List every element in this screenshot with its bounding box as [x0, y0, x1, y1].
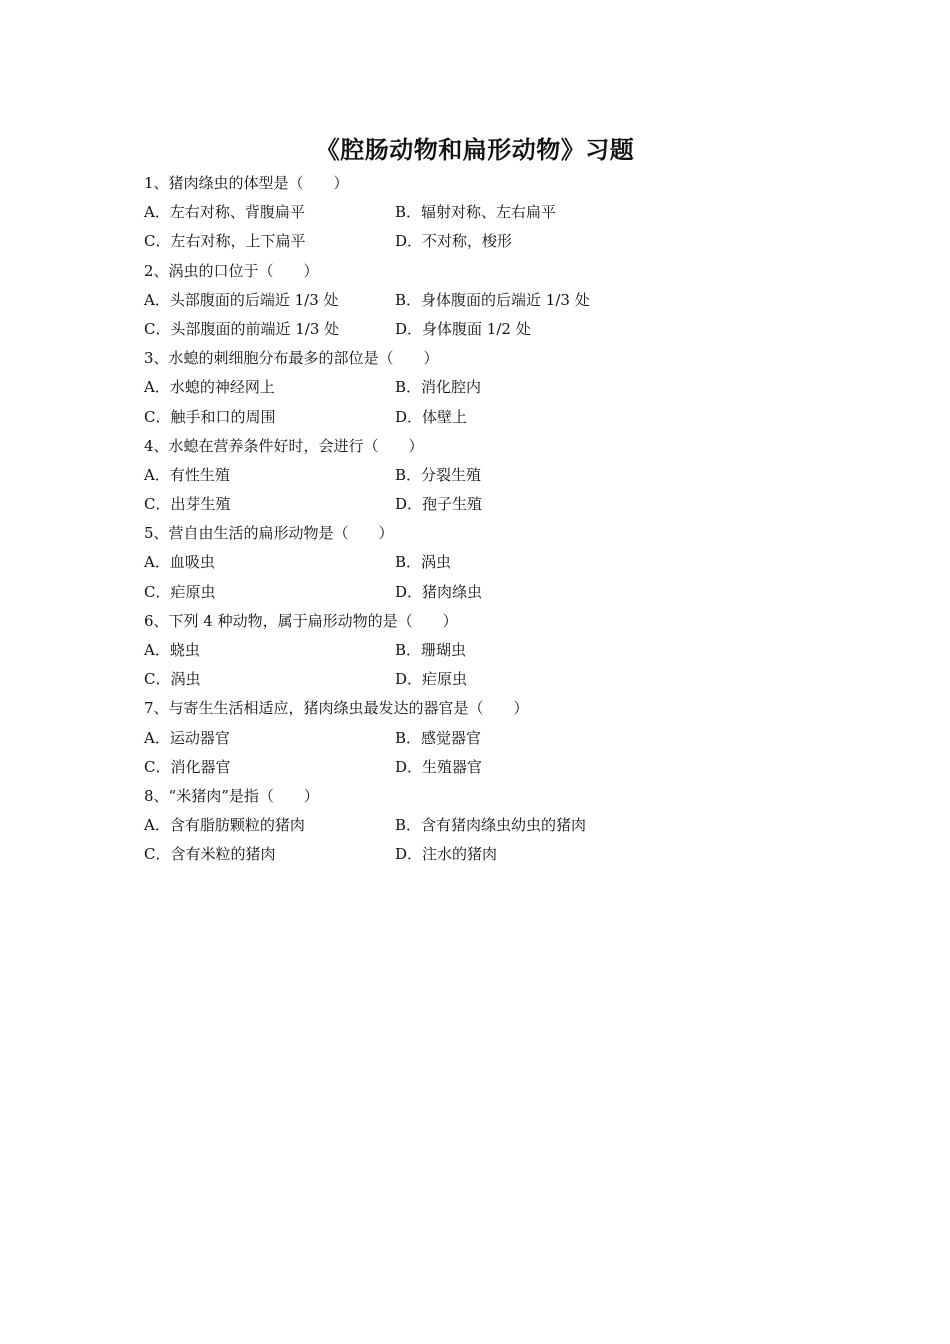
option-a: A．蛲虫 — [144, 641, 200, 659]
question-3 — [144, 344, 844, 432]
option-row — [144, 315, 844, 344]
question-stem: 4、水螅在营养条件好时，会进行（ ） — [144, 436, 424, 455]
option-b: B．分裂生殖 — [395, 465, 482, 484]
question-stem: 1、猪肉绦虫的体型是（ ） — [144, 174, 349, 192]
option-row — [144, 840, 844, 869]
question-stem: 2、涡虫的口位于（ ） — [144, 261, 319, 280]
option-row — [144, 548, 844, 577]
option-a: A．头部腹面的后端近 1/3 处 — [144, 290, 339, 309]
option-a: A．含有脂肪颗粒的猪肉 — [144, 816, 305, 835]
option-b: B．涡虫 — [395, 553, 452, 572]
option-row — [144, 753, 844, 782]
option-row — [144, 198, 844, 227]
question-1 — [144, 169, 844, 257]
question-stem: 3、水螅的刺细胞分布最多的部位是（ ） — [144, 349, 439, 368]
option-row — [144, 724, 844, 753]
option-row — [144, 665, 844, 694]
option-a: A．水螅的神经网上 — [144, 378, 275, 397]
option-d: D．注水的猪肉 — [395, 845, 498, 864]
option-d: D．不对称，梭形 — [395, 232, 513, 251]
option-c: C．触手和口的周围 — [144, 407, 276, 426]
option-c: C．涡虫 — [144, 670, 201, 689]
option-d: D．体壁上 — [395, 407, 468, 426]
option-d: D．疟原虫 — [395, 670, 468, 689]
option-row — [144, 403, 844, 432]
option-row — [144, 461, 844, 490]
option-d: D．身体腹面 1/2 处 — [395, 319, 531, 338]
option-row — [144, 636, 844, 665]
option-b: B．含有猪肉绦虫幼虫的猪肉 — [395, 816, 587, 835]
option-c: C．左右对称，上下扁平 — [144, 232, 306, 251]
option-row — [144, 811, 844, 840]
option-row — [144, 373, 844, 402]
question-stem: 7、与寄生生活相适应，猪肉绦虫最发达的器官是（ ） — [144, 699, 529, 718]
question-stem: 5、营自由生活的扁形动物是（ ） — [144, 524, 394, 543]
question-6 — [144, 607, 844, 695]
option-c: C．疟原虫 — [144, 582, 216, 601]
page-title: 《腔肠动物和扁形动物》习题 — [315, 136, 635, 164]
option-row — [144, 286, 844, 315]
question-8 — [144, 782, 844, 870]
option-a: A．运动器官 — [144, 728, 230, 747]
option-c: C．出芽生殖 — [144, 495, 231, 514]
option-c: C．含有米粒的猪肉 — [144, 845, 276, 864]
option-c: C．头部腹面的前端近 1/3 处 — [144, 319, 340, 338]
question-7 — [144, 694, 844, 782]
option-d: D．猪肉绦虫 — [395, 582, 483, 601]
question-5 — [144, 519, 844, 607]
option-row — [144, 490, 844, 519]
question-4 — [144, 432, 844, 520]
option-a: A．有性生殖 — [144, 465, 230, 484]
option-row — [144, 578, 844, 607]
option-b: B．珊瑚虫 — [395, 641, 467, 659]
option-a: A．血吸虫 — [144, 553, 215, 572]
option-b: B．辐射对称、左右扁平 — [395, 203, 557, 222]
option-b: B．消化腔内 — [395, 378, 482, 397]
option-d: D．生殖器官 — [395, 757, 483, 776]
option-a: A．左右对称、背腹扁平 — [144, 203, 305, 222]
question-stem: 6、下列 4 种动物，属于扁形动物的是（ ） — [144, 611, 458, 630]
option-d: D．孢子生殖 — [395, 495, 483, 514]
option-b: B．身体腹面的后端近 1/3 处 — [395, 290, 590, 309]
question-list — [144, 169, 844, 870]
option-b: B．感觉器官 — [395, 728, 482, 747]
option-c: C．消化器官 — [144, 757, 231, 776]
option-row — [144, 227, 844, 256]
question-stem: 8、“米猪肉”是指（ ） — [144, 786, 319, 805]
question-2 — [144, 257, 844, 345]
